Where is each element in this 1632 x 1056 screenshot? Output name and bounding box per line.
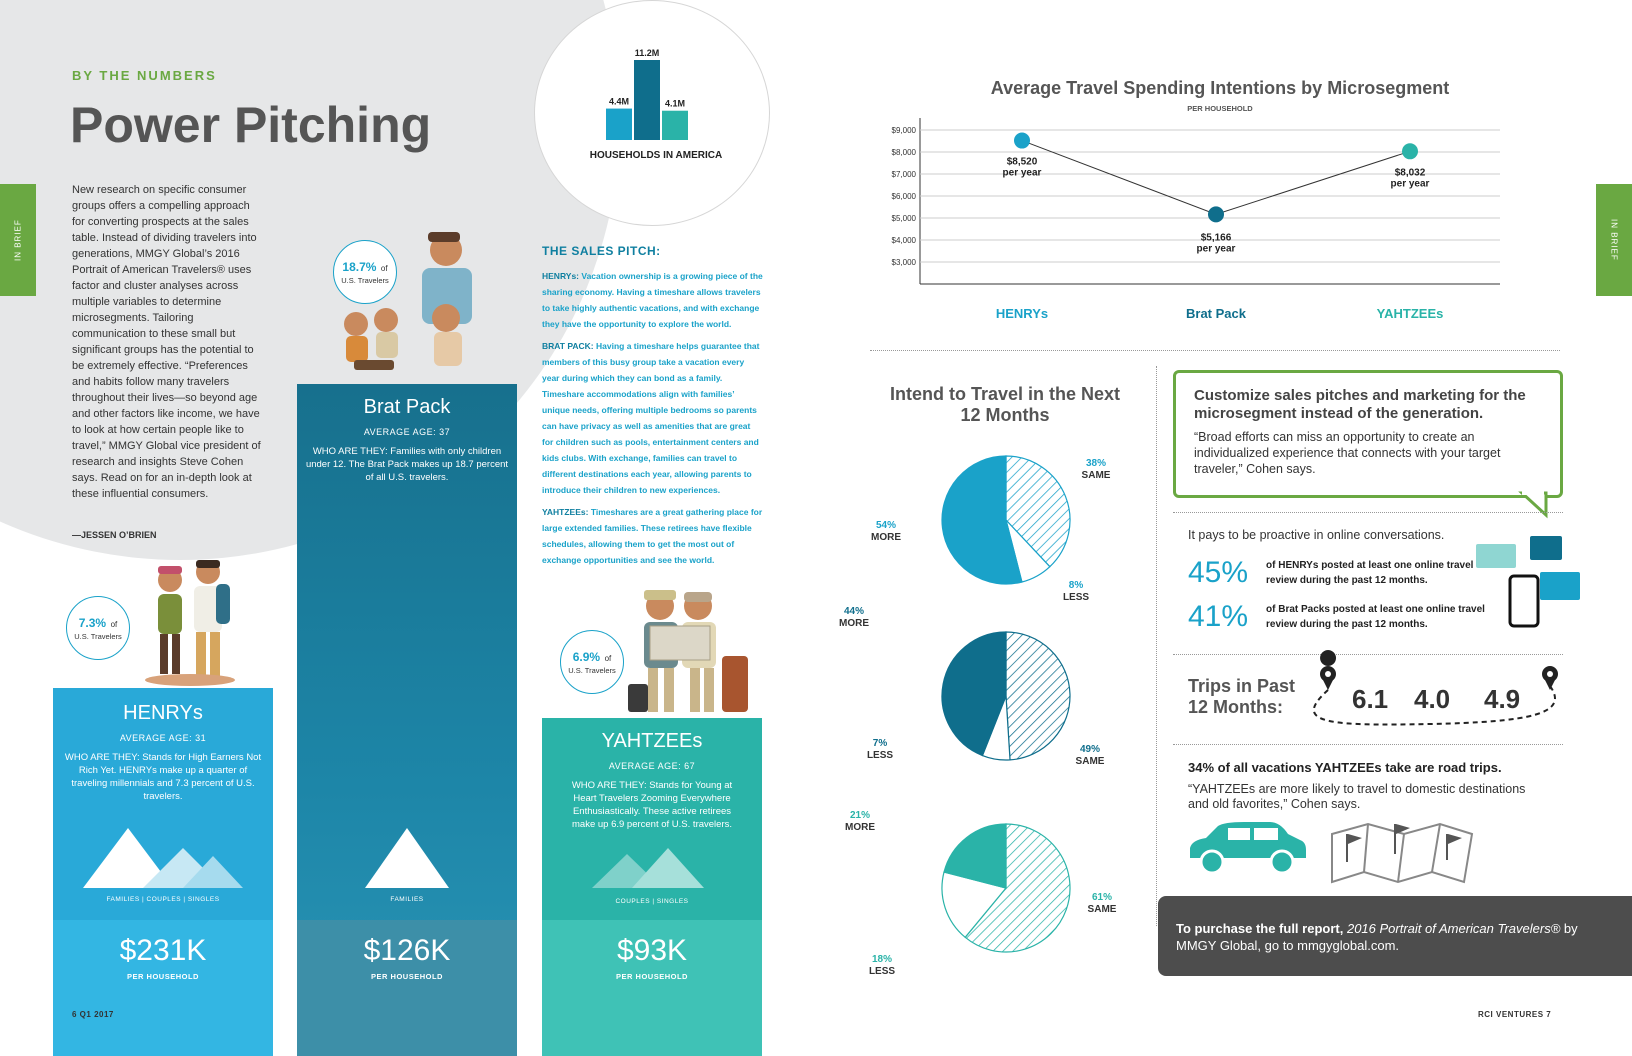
purchase-rest: by MMGY Global, go to mmgyglobal.com. <box>1176 921 1578 953</box>
henrys-travelers-illustration <box>140 540 240 690</box>
yahtzees-pct-bubble: 6.9% of U.S. Travelers <box>560 630 624 694</box>
henrys-name: HENRYs <box>123 702 203 724</box>
pitch-yahtzees: YAHTZEEs: Timeshares are a great gathering place for large extended families. These retirees have flexible schedules, allowing them to get the most out of exchange opportunities and see the world. <box>542 507 763 565</box>
henrys-income: $231K <box>119 934 207 967</box>
pie-pct-label: 61% <box>1091 892 1113 903</box>
purchase-title: 2016 Portrait of American Travelers® <box>1346 921 1561 936</box>
pie-pct-label: 54% <box>875 520 897 531</box>
yahtzees-income-panel <box>542 920 762 1056</box>
callout-body: “Broad efforts can miss an opportunity to create an individualized experience that connects with your target traveler,” Cohen says. <box>1194 430 1501 476</box>
divider-online <box>1173 512 1563 513</box>
y-tick-label: $8,000 <box>891 148 916 157</box>
category-label: HENRYs <box>995 306 1049 321</box>
yahtzees-couple-illustration <box>620 584 760 720</box>
bratpack-pct-sub: U.S. Travelers <box>341 276 389 285</box>
bratpack-income: $126K <box>363 934 451 967</box>
households-label: HOUSEHOLDS IN AMERICA <box>589 150 723 161</box>
spending-value-suffix: per year <box>1002 167 1042 179</box>
bratpack-income-panel <box>297 920 517 1056</box>
henrys-mountains <box>83 828 253 888</box>
category-label: Brat Pack <box>1186 306 1246 321</box>
pie-pct-label: 49% <box>1079 744 1101 755</box>
pie-category-label: MORE <box>845 822 875 833</box>
households-bar <box>662 111 688 140</box>
pitch-henrys: HENRYs: Vacation ownership is a growing piece of the sharing economy. Having a timeshare allows travelers to take highly authentic vacations, and with exchange they have the opportunity to explore the world. <box>542 271 763 329</box>
pie-category-label: SAME <box>1075 756 1105 767</box>
pie-pct-label: 38% <box>1085 458 1107 469</box>
henrys-who: WHO ARE THEY: Stands for High Earners Not Rich Yet. HENRYs make up a quarter of traveling millennials and 7.3 percent of U.S. travelers. <box>64 752 262 802</box>
yahtzees-income-label: PER HOUSEHOLD <box>616 972 688 981</box>
spending-value-label: $8,520 <box>1006 156 1038 168</box>
yahtzees-who: WHO ARE THEY: Stands for Young at Heart Travelers Zooming Everywhere Enthusiastically. These active retirees make up 6.9 percent of U.S. travelers. <box>571 780 733 830</box>
yahtzees-pct: 6.9% <box>572 650 601 664</box>
households-bar <box>606 109 632 140</box>
households-bar <box>634 60 660 140</box>
spending-value-suffix: per year <box>1196 243 1236 255</box>
henrys-pct: 7.3% <box>78 616 107 630</box>
pie-category-label: MORE <box>871 532 901 543</box>
spending-point <box>1402 143 1418 159</box>
bratpack-column <box>297 384 517 1056</box>
spending-value-label: $5,166 <box>1200 232 1232 244</box>
y-tick-label: $4,000 <box>891 236 916 245</box>
vertical-divider <box>1156 366 1157 926</box>
spending-point <box>1208 206 1224 222</box>
henrys-age: AVERAGE AGE: 31 <box>119 733 207 743</box>
pie-pct-label: 18% <box>871 954 893 965</box>
callout-heading: Customize sales pitches and marketing for the microsegment instead of the generation. <box>1194 387 1526 422</box>
pie-pct-label: 44% <box>843 606 865 617</box>
bratpack-pct: 18.7% <box>342 260 377 274</box>
y-tick-label: $5,000 <box>891 214 916 223</box>
roadtrip-heading: 34% of all vacations YAHTZEEs take are road trips. <box>1188 760 1502 775</box>
kicker: BY THE NUMBERS <box>72 68 217 83</box>
pie-pct-label: 8% <box>1068 580 1084 591</box>
pie-pct-label: 21% <box>849 810 871 821</box>
trips-label: Trips in Past 12 Months: <box>1188 676 1296 717</box>
bratpack-income-label: PER HOUSEHOLD <box>371 972 443 981</box>
households-chart <box>590 40 730 144</box>
bratpack-mountain <box>365 828 449 888</box>
map-icon <box>1328 820 1476 888</box>
divider <box>870 350 1560 351</box>
yahtzees-pct-sub: U.S. Travelers <box>568 666 616 675</box>
pie-category-label: MORE <box>839 618 869 629</box>
pie-category-label: LESS <box>868 966 896 977</box>
roadtrip-body: “YAHTZEEs are more likely to travel to domestic destinations and old favorites,” Cohen says. <box>1188 782 1526 811</box>
henrys-column <box>53 688 273 1056</box>
bratpack-age: AVERAGE AGE: 37 <box>363 427 451 437</box>
divider-road <box>1173 744 1563 745</box>
yahtzees-column <box>542 718 762 1056</box>
yahtzees-age: AVERAGE AGE: 67 <box>608 761 696 771</box>
henrys-pct-sub: U.S. Travelers <box>74 632 122 641</box>
spending-point <box>1014 133 1030 149</box>
yahtzees-mountains <box>592 848 712 888</box>
henrys-income-label: PER HOUSEHOLD <box>127 972 199 981</box>
households-bar-label: 4.4M <box>608 96 630 107</box>
line-chart-title: Average Travel Spending Intentions by Microsegment <box>990 78 1450 98</box>
category-label: YAHTZEEs <box>1376 306 1444 321</box>
households-bar-label: 4.1M <box>664 98 686 109</box>
households-bar-label: 11.2M <box>634 48 660 58</box>
purchase-lead: To purchase the full report, <box>1176 921 1344 936</box>
online-stat-2-value: 41% <box>1188 600 1249 633</box>
pie-charts <box>839 440 1150 980</box>
bratpack-who: WHO ARE THEY: Families with only children under 12. The Brat Pack makes up 18.7 percent of all U.S. travelers. <box>305 446 509 483</box>
y-tick-label: $3,000 <box>891 258 916 267</box>
henrys-pct-bubble: 7.3% of U.S. Travelers <box>66 596 130 660</box>
trips-yahtzees: 4.9 <box>1484 684 1521 714</box>
spending-value-label: $8,032 <box>1394 167 1426 179</box>
online-stat-1-value: 45% <box>1188 556 1249 589</box>
byline: —JESSEN O’BRIEN <box>72 530 157 540</box>
bratpack-pct-bubble: 18.7% of U.S. Travelers <box>333 240 397 304</box>
y-tick-label: $9,000 <box>891 126 916 135</box>
pie-section-title: Intend to Travel in the Next 12 Months <box>889 384 1121 425</box>
bratpack-segments: FAMILIES <box>390 896 424 903</box>
intro-text: New research on specific consumer groups offers a compelling approach for converting prospects at the sales table. Instead of dividing travelers into generations, MMGY Global’s 2016 Portrait of American Travelers® uses factor and cluster analyses across multiple variables to determine microsegments. Tailoring communication to these small but significant groups has the potential to be extremely effective. “Preferences and habits follow many travelers throughout their lives—so beyond age and other factors like income, we have to look at how certain people like to travel,” MMGY Global vice president of research and insights Steve Cohen says. Read on for an in-depth look at these influential consumers. <box>72 184 261 500</box>
divider-trips <box>1173 654 1563 655</box>
pie-slice <box>1006 632 1070 760</box>
online-stat-2-text: of Brat Packs posted at least one online travel review during the past 12 months. <box>1266 604 1485 630</box>
pie-category-label: LESS <box>866 750 894 761</box>
purchase-banner <box>1158 896 1632 976</box>
online-stat-1-text: of HENRYs posted at least one online travel review during the past 12 months. <box>1266 560 1474 586</box>
pie-category-label: SAME <box>1087 904 1117 915</box>
side-tab-left: IN BRIEF <box>0 184 36 296</box>
bratpack-family-illustration <box>334 228 494 378</box>
callout-box <box>1173 370 1563 498</box>
chat-phone-icon <box>1476 536 1586 632</box>
yahtzees-income: $93K <box>616 934 688 967</box>
pie-pct-label: 7% <box>872 738 888 749</box>
line-chart <box>860 112 1570 332</box>
online-intro: It pays to be proactive in online conversations. <box>1188 528 1445 542</box>
line-chart-subtitle: PER HOUSEHOLD <box>1187 104 1253 113</box>
sales-pitch-heading: THE SALES PITCH: <box>542 244 661 258</box>
page-title: Power Pitching <box>70 97 432 153</box>
callout-tail <box>1522 493 1552 517</box>
spending-value-suffix: per year <box>1390 178 1430 190</box>
trips-bratpack: 4.0 <box>1414 684 1451 714</box>
pie-category-label: SAME <box>1081 470 1111 481</box>
side-tab-right: IN BRIEF <box>1596 184 1632 296</box>
pitch-bratpack: BRAT PACK: Having a timeshare helps guarantee that members of this busy group take a vacation every year during which they can bond as a family. Timeshare accommodations align with families’ unique needs, offering multiple bedrooms so parents can have privacy as well as amenities that are great for children such as pools, entertainment centers and kids clubs. With exchange, families can travel to different destinations each year, allowing parents to introduce their children to new experiences. <box>542 341 760 495</box>
yahtzees-name: YAHTZEEs <box>601 730 703 752</box>
y-tick-label: $7,000 <box>891 170 916 179</box>
folio-right: RCI VENTURES 7 <box>1478 1010 1552 1019</box>
henrys-income-panel <box>53 920 273 1056</box>
car-icon <box>1184 820 1310 876</box>
folio-left: 6 Q1 2017 <box>72 1010 114 1019</box>
henrys-segments: FAMILIES | COUPLES | SINGLES <box>106 896 220 903</box>
pie-category-label: LESS <box>1062 592 1090 603</box>
yahtzees-segments: COUPLES | SINGLES <box>615 898 689 905</box>
bratpack-name: Brat Pack <box>363 396 451 418</box>
y-tick-label: $6,000 <box>891 192 916 201</box>
trips-henrys: 6.1 <box>1352 684 1389 714</box>
